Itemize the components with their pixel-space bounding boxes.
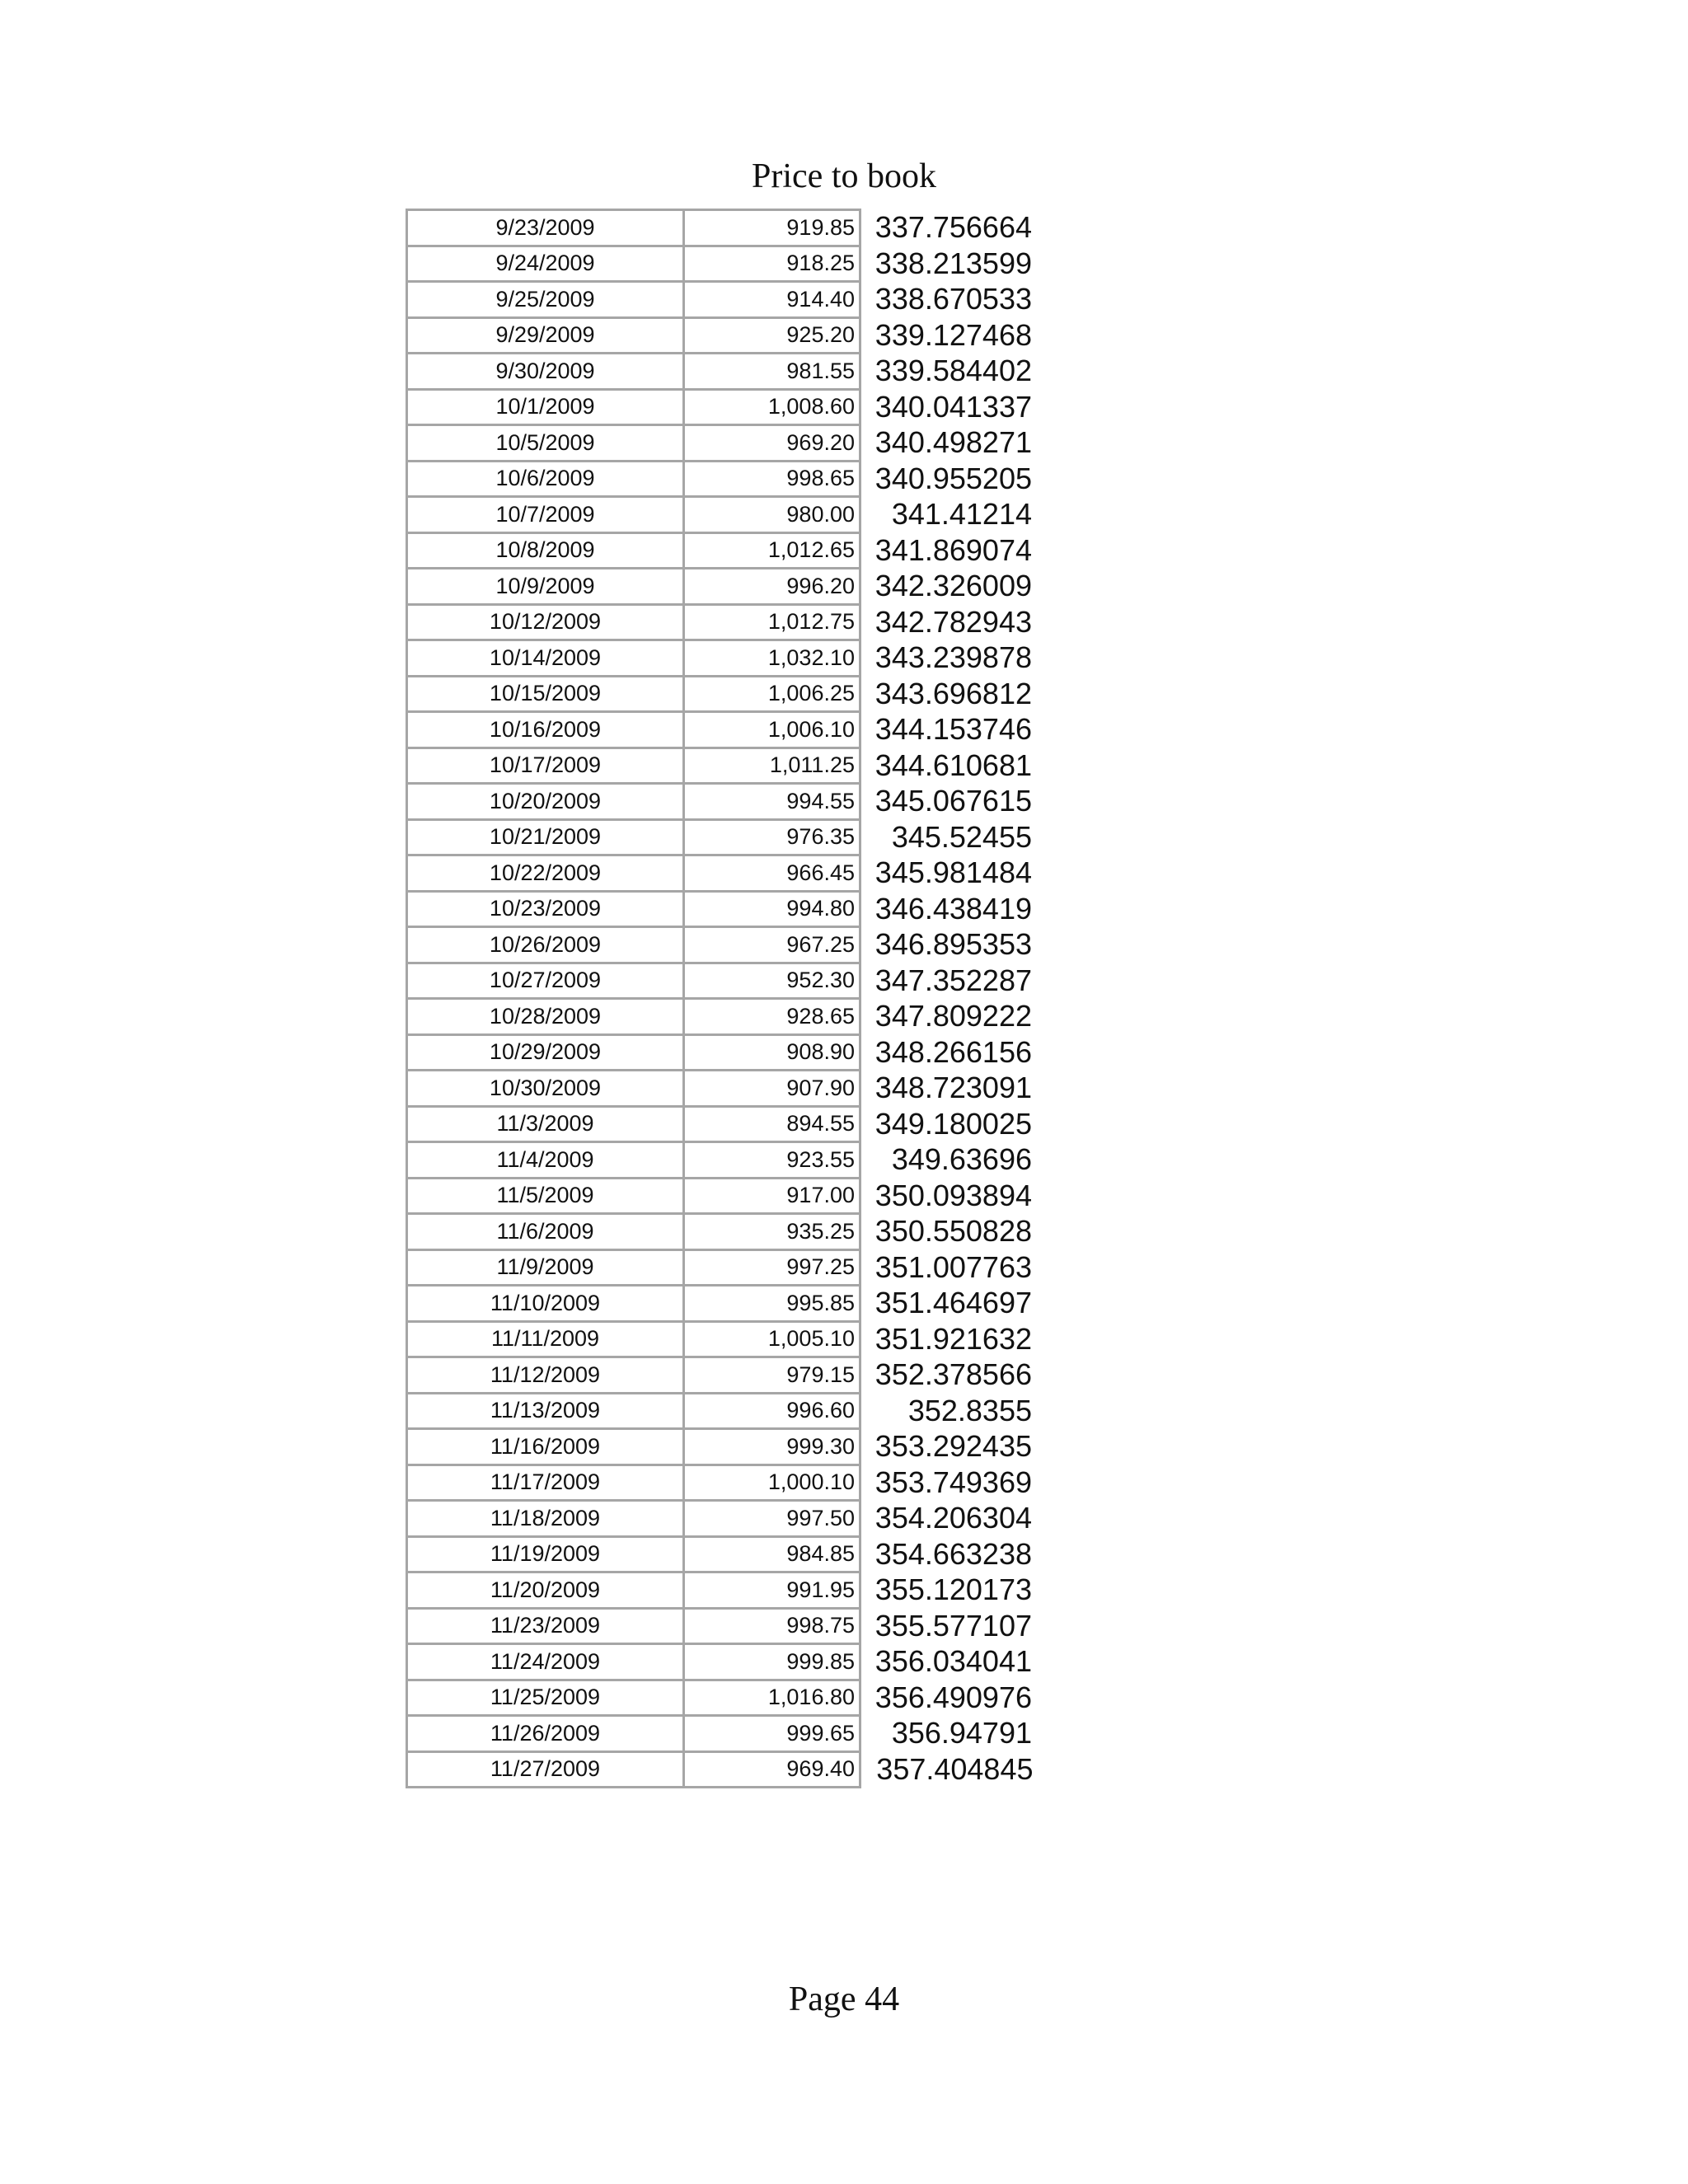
price-to-book-value: 339.584402 [874,354,1032,388]
date-cell: 11/6/2009 [407,1214,684,1250]
price-to-book-value: 352.378566 [874,1357,1032,1392]
date-cell: 11/20/2009 [407,1572,684,1609]
price-cell: 999.30 [684,1429,860,1465]
price-cell: 1,012.65 [684,532,860,569]
price-to-book-value: 354.206304 [874,1501,1032,1535]
price-cell: 969.40 [684,1751,860,1788]
date-cell: 9/23/2009 [407,210,684,246]
date-cell: 10/15/2009 [407,676,684,712]
price-cell: 1,000.10 [684,1465,860,1501]
date-cell: 10/7/2009 [407,497,684,533]
date-cell: 10/14/2009 [407,640,684,677]
date-cell: 11/19/2009 [407,1536,684,1572]
price-cell: 925.20 [684,317,860,354]
date-cell: 10/23/2009 [407,891,684,927]
date-cell: 10/27/2009 [407,963,684,999]
date-cell: 10/29/2009 [407,1034,684,1071]
price-to-book-value: 349.180025 [874,1106,1032,1141]
price-cell: 928.65 [684,999,860,1035]
date-cell: 11/13/2009 [407,1393,684,1429]
price-to-book-value: 354.663238 [874,1536,1032,1571]
date-cell: 10/21/2009 [407,819,684,855]
date-cell: 11/24/2009 [407,1644,684,1680]
date-cell: 11/12/2009 [407,1357,684,1394]
table-row [407,461,1034,497]
price-cell: 984.85 [684,1536,860,1572]
price-cell: 994.55 [684,784,860,820]
date-cell: 11/17/2009 [407,1465,684,1501]
price-cell: 1,005.10 [684,1321,860,1357]
date-cell: 9/29/2009 [407,317,684,354]
price-to-book-value: 351.007763 [874,1249,1032,1284]
price-cell: 994.80 [684,891,860,927]
price-to-book-value: 342.326009 [874,569,1032,603]
date-cell: 10/17/2009 [407,748,684,784]
table-row [407,927,1034,963]
price-to-book-value: 342.782943 [874,604,1032,639]
price-to-book-value: 352.8355 [907,1393,1032,1427]
table-row [407,1608,1034,1644]
date-cell: 11/25/2009 [407,1680,684,1716]
price-cell: 998.65 [684,461,860,497]
table-row [407,1680,1034,1716]
table-row [407,1249,1034,1286]
price-cell: 999.65 [684,1716,860,1752]
date-cell: 9/30/2009 [407,354,684,390]
table-row [407,1214,1034,1250]
price-cell: 996.60 [684,1393,860,1429]
table-row [407,569,1034,605]
table-row [407,497,1034,533]
table-row [407,1536,1034,1572]
date-cell: 10/8/2009 [407,532,684,569]
table-body [407,210,1034,1788]
price-to-book-value: 355.577107 [874,1608,1032,1643]
price-to-book-value: 350.550828 [874,1214,1032,1249]
page-title: Price to book [752,157,936,195]
table-row [407,1106,1034,1142]
table-row [407,1321,1034,1357]
date-cell: 11/18/2009 [407,1501,684,1537]
table-row [407,425,1034,462]
price-to-book-value: 347.809222 [874,999,1032,1033]
date-cell: 10/26/2009 [407,927,684,963]
table-row [407,317,1034,354]
price-cell: 998.75 [684,1608,860,1644]
price-cell: 952.30 [684,963,860,999]
price-cell: 1,012.75 [684,604,860,640]
price-to-book-value: 339.127468 [874,317,1032,352]
price-to-book-value: 356.034041 [874,1644,1032,1679]
price-cell: 980.00 [684,497,860,533]
table-row [407,712,1034,748]
price-cell: 969.20 [684,425,860,462]
date-cell: 10/9/2009 [407,569,684,605]
table-row [407,1393,1034,1429]
date-cell: 9/24/2009 [407,246,684,282]
price-cell: 914.40 [684,282,860,318]
price-cell: 997.50 [684,1501,860,1537]
table-row [407,1465,1034,1501]
table-row [407,676,1034,712]
price-to-book-value: 341.869074 [874,532,1032,567]
price-to-book-value: 345.52455 [891,819,1032,854]
price-to-book-value: 353.749369 [874,1465,1032,1499]
price-cell: 981.55 [684,354,860,390]
price-cell: 1,006.25 [684,676,860,712]
price-to-book-value: 353.292435 [874,1429,1032,1464]
price-to-book-value: 343.696812 [874,676,1032,710]
price-cell: 919.85 [684,210,860,246]
price-cell: 935.25 [684,1214,860,1250]
price-to-book-value: 349.63696 [891,1142,1032,1177]
price-cell: 1,006.10 [684,712,860,748]
price-to-book-value: 350.093894 [874,1178,1032,1212]
price-cell: 999.85 [684,1644,860,1680]
price-to-book-value: 348.723091 [874,1071,1032,1105]
date-cell: 11/16/2009 [407,1429,684,1465]
table-row [407,532,1034,569]
price-cell: 991.95 [684,1572,860,1609]
date-cell: 11/26/2009 [407,1716,684,1752]
price-to-book-value: 357.404845 [876,1751,1034,1786]
price-cell: 1,016.80 [684,1680,860,1716]
table-row [407,999,1034,1035]
table-row [407,1644,1034,1680]
price-to-book-value: 356.94791 [891,1716,1032,1750]
table-row [407,1142,1034,1179]
data-table [406,209,1034,1788]
table-row [407,389,1034,425]
price-to-book-value: 351.921632 [874,1321,1032,1356]
price-cell: 997.25 [684,1249,860,1286]
price-cell: 967.25 [684,927,860,963]
price-to-book-value: 347.352287 [874,963,1032,997]
price-to-book-value: 351.464697 [874,1286,1032,1320]
date-cell: 11/10/2009 [407,1286,684,1322]
table-row [407,1071,1034,1107]
price-cell: 1,032.10 [684,640,860,677]
date-cell: 11/27/2009 [407,1751,684,1788]
table-row [407,210,1034,246]
date-cell: 11/5/2009 [407,1178,684,1214]
table-row [407,855,1034,892]
table-row [407,1751,1034,1788]
table-row [407,354,1034,390]
table-row [407,1501,1034,1537]
date-cell: 10/12/2009 [407,604,684,640]
price-cell: 908.90 [684,1034,860,1071]
price-cell: 1,008.60 [684,389,860,425]
price-to-book-value: 344.153746 [874,712,1032,747]
date-cell: 9/25/2009 [407,282,684,318]
price-cell: 1,011.25 [684,748,860,784]
price-to-book-value: 355.120173 [874,1572,1032,1607]
date-cell: 11/11/2009 [407,1321,684,1357]
table-row [407,1572,1034,1609]
price-cell: 917.00 [684,1178,860,1214]
price-cell: 894.55 [684,1106,860,1142]
price-to-book-value: 341.41214 [891,497,1032,532]
table-row [407,604,1034,640]
price-to-book-value: 346.895353 [874,927,1032,962]
date-cell: 10/28/2009 [407,999,684,1035]
price-cell: 966.45 [684,855,860,892]
table-row [407,1034,1034,1071]
table-row [407,246,1034,282]
table-row [407,1357,1034,1394]
table-row [407,1716,1034,1752]
price-to-book-value: 344.610681 [874,748,1032,782]
date-cell: 11/3/2009 [407,1106,684,1142]
price-cell: 976.35 [684,819,860,855]
table-row [407,282,1034,318]
table-row [407,640,1034,677]
date-cell: 10/30/2009 [407,1071,684,1107]
price-cell: 995.85 [684,1286,860,1322]
price-to-book-value: 337.756664 [874,210,1032,245]
date-cell: 11/4/2009 [407,1142,684,1179]
price-to-book-value: 338.670533 [874,282,1032,316]
date-cell: 10/16/2009 [407,712,684,748]
table-row [407,819,1034,855]
table-row [407,963,1034,999]
price-to-book-value: 343.239878 [874,640,1032,675]
price-to-book-value: 340.041337 [874,389,1032,424]
date-cell: 11/23/2009 [407,1608,684,1644]
price-to-book-value: 346.438419 [874,891,1032,926]
price-cell: 918.25 [684,246,860,282]
date-cell: 10/6/2009 [407,461,684,497]
table-row [407,1286,1034,1322]
price-cell: 907.90 [684,1071,860,1107]
price-to-book-value: 340.955205 [874,461,1032,495]
table-row [407,784,1034,820]
date-cell: 10/22/2009 [407,855,684,892]
date-cell: 10/20/2009 [407,784,684,820]
table-row [407,1429,1034,1465]
date-cell: 10/5/2009 [407,425,684,462]
price-to-book-value: 340.498271 [874,425,1032,460]
table-row [407,891,1034,927]
date-cell: 10/1/2009 [407,389,684,425]
price-to-book-value: 348.266156 [874,1034,1032,1069]
price-cell: 996.20 [684,569,860,605]
table-row [407,1178,1034,1214]
date-cell: 11/9/2009 [407,1249,684,1286]
price-to-book-value: 345.067615 [874,784,1032,818]
price-to-book-value: 345.981484 [874,855,1032,890]
price-cell: 979.15 [684,1357,860,1394]
table-row [407,748,1034,784]
price-to-book-value: 356.490976 [874,1680,1032,1714]
price-cell: 923.55 [684,1142,860,1179]
page-number: Page 44 [788,1980,900,2018]
price-to-book-value: 338.213599 [874,246,1032,280]
